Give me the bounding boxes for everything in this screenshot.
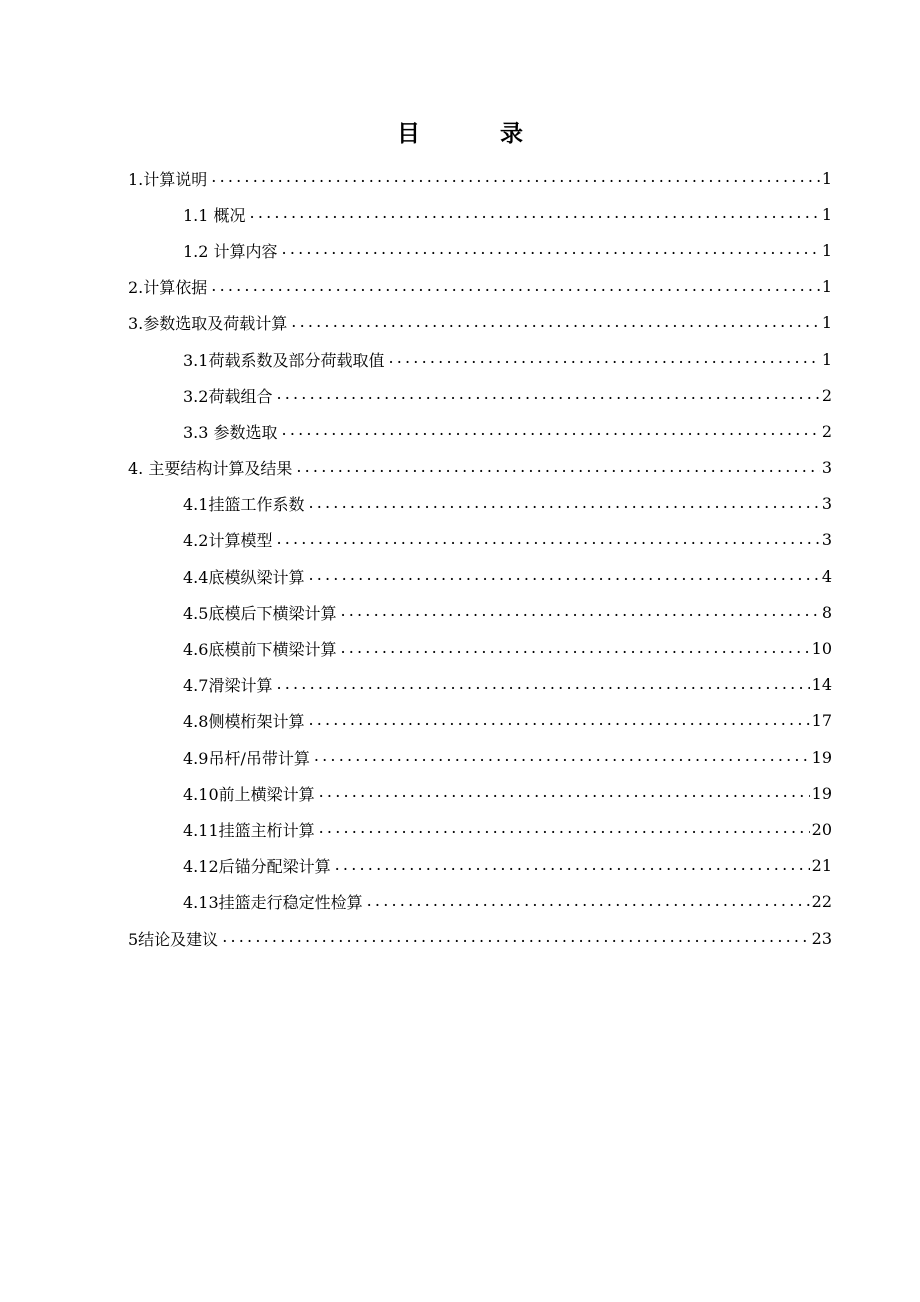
toc-dot-leader bbox=[211, 169, 820, 185]
toc-entry-label: 4.10前上横梁计算 bbox=[183, 784, 315, 804]
toc-entry-page-number: 1 bbox=[821, 277, 832, 297]
toc-dot-leader bbox=[367, 893, 810, 909]
toc-entry-label: 4.6底模前下横梁计算 bbox=[183, 640, 337, 660]
toc-entry-page-number: 20 bbox=[811, 819, 832, 839]
toc-entry[interactable] bbox=[128, 522, 832, 558]
toc-entry-label: 1.1 概况 bbox=[183, 205, 246, 225]
toc-entry-page-number: 8 bbox=[821, 602, 832, 622]
toc-entry[interactable] bbox=[128, 413, 832, 449]
toc-entry-label: 4.1挂篮工作系数 bbox=[183, 495, 305, 515]
toc-entry-page-number: 1 bbox=[821, 240, 832, 260]
toc-entry[interactable] bbox=[128, 377, 832, 413]
toc-dot-leader bbox=[296, 459, 819, 475]
toc-entry-label: 4. 主要结构计算及结果 bbox=[128, 459, 293, 479]
toc-entry-page-number: 2 bbox=[821, 421, 832, 441]
toc-dot-leader bbox=[282, 422, 820, 438]
toc-dot-leader bbox=[314, 748, 810, 764]
toc-entry[interactable] bbox=[128, 594, 832, 630]
toc-entry-page-number: 1 bbox=[821, 204, 832, 224]
toc-entry-label: 3.参数选取及荷载计算 bbox=[128, 314, 288, 334]
toc-entry[interactable] bbox=[128, 848, 832, 884]
toc-entry-page-number: 3 bbox=[821, 494, 832, 514]
toc-entry[interactable] bbox=[128, 160, 832, 196]
toc-dot-leader bbox=[308, 567, 819, 583]
toc-entry[interactable] bbox=[128, 884, 832, 920]
toc-entry[interactable] bbox=[128, 775, 832, 811]
toc-entry-page-number: 14 bbox=[811, 675, 832, 695]
toc-entry[interactable] bbox=[128, 703, 832, 739]
toc-entry-page-number: 22 bbox=[811, 892, 832, 912]
toc-dot-leader bbox=[335, 857, 810, 873]
toc-dot-leader bbox=[308, 495, 819, 511]
toc-dot-leader bbox=[388, 350, 819, 366]
toc-entry-label: 4.9吊杆/吊带计算 bbox=[183, 748, 310, 768]
toc-entry-page-number: 1 bbox=[821, 168, 832, 188]
toc-entry-label: 3.3 参数选取 bbox=[183, 422, 278, 442]
toc-dot-leader bbox=[222, 929, 809, 945]
toc-entry-label: 4.11挂篮主桁计算 bbox=[183, 820, 315, 840]
toc-dot-leader bbox=[319, 784, 810, 800]
toc-entry-label: 4.7滑梁计算 bbox=[183, 676, 273, 696]
toc-entry-page-number: 1 bbox=[821, 349, 832, 369]
toc-entry-label: 4.12后锚分配梁计算 bbox=[183, 857, 331, 877]
toc-dot-leader bbox=[276, 386, 819, 402]
toc-entry[interactable] bbox=[128, 739, 832, 775]
toc-entry-label: 4.13挂篮走行稳定性检算 bbox=[183, 893, 363, 913]
toc-entry-page-number: 2 bbox=[821, 385, 832, 405]
toc-dot-leader bbox=[340, 603, 819, 619]
toc-entry-label: 4.5底模后下横梁计算 bbox=[183, 603, 337, 623]
toc-dot-leader bbox=[276, 531, 819, 547]
toc-entry-page-number: 23 bbox=[811, 928, 832, 948]
toc-entry[interactable] bbox=[128, 341, 832, 377]
toc-entry-label: 3.2荷载组合 bbox=[183, 386, 273, 406]
toc-dot-leader bbox=[276, 676, 809, 692]
toc-entry-page-number: 1 bbox=[821, 313, 832, 333]
toc-entry-page-number: 19 bbox=[811, 783, 832, 803]
toc-entry[interactable] bbox=[128, 486, 832, 522]
toc-entry-page-number: 3 bbox=[821, 530, 832, 550]
toc-entry[interactable] bbox=[128, 920, 832, 956]
toc-entry-label: 2.计算依据 bbox=[128, 278, 208, 298]
toc-entry-label: 1.2 计算内容 bbox=[183, 241, 278, 261]
toc-entry[interactable] bbox=[128, 450, 832, 486]
toc-entry-page-number: 21 bbox=[811, 856, 832, 876]
toc-entry[interactable] bbox=[128, 232, 832, 268]
toc-dot-leader bbox=[308, 712, 809, 728]
toc-entry-label: 4.4底模纵梁计算 bbox=[183, 567, 305, 587]
toc-entry[interactable] bbox=[128, 269, 832, 305]
toc-entry-label: 4.8侧模桁架计算 bbox=[183, 712, 305, 732]
toc-entry-page-number: 3 bbox=[821, 458, 832, 478]
toc-entry[interactable] bbox=[128, 630, 832, 666]
toc-dot-leader bbox=[291, 314, 820, 330]
toc-dot-leader bbox=[250, 205, 820, 221]
toc-entry[interactable] bbox=[128, 667, 832, 703]
toc-dot-leader bbox=[340, 640, 809, 656]
toc-entry-page-number: 4 bbox=[821, 566, 832, 586]
toc-dot-leader bbox=[211, 278, 820, 294]
toc-title: 目 录 bbox=[396, 121, 559, 147]
table-of-contents bbox=[128, 160, 832, 956]
toc-entry-label: 1.计算说明 bbox=[128, 169, 208, 189]
toc-entry-label: 3.1荷载系数及部分荷载取值 bbox=[183, 350, 385, 370]
toc-entry-page-number: 17 bbox=[811, 711, 832, 731]
toc-entry[interactable] bbox=[128, 196, 832, 232]
toc-entry-label: 5结论及建议 bbox=[128, 929, 219, 949]
toc-entry-page-number: 19 bbox=[811, 747, 832, 767]
toc-entry-page-number: 10 bbox=[811, 639, 832, 659]
toc-entry[interactable] bbox=[128, 305, 832, 341]
toc-entry[interactable] bbox=[128, 811, 832, 847]
toc-dot-leader bbox=[282, 241, 820, 257]
toc-entry-label: 4.2计算模型 bbox=[183, 531, 273, 551]
toc-dot-leader bbox=[319, 820, 810, 836]
toc-entry[interactable] bbox=[128, 558, 832, 594]
